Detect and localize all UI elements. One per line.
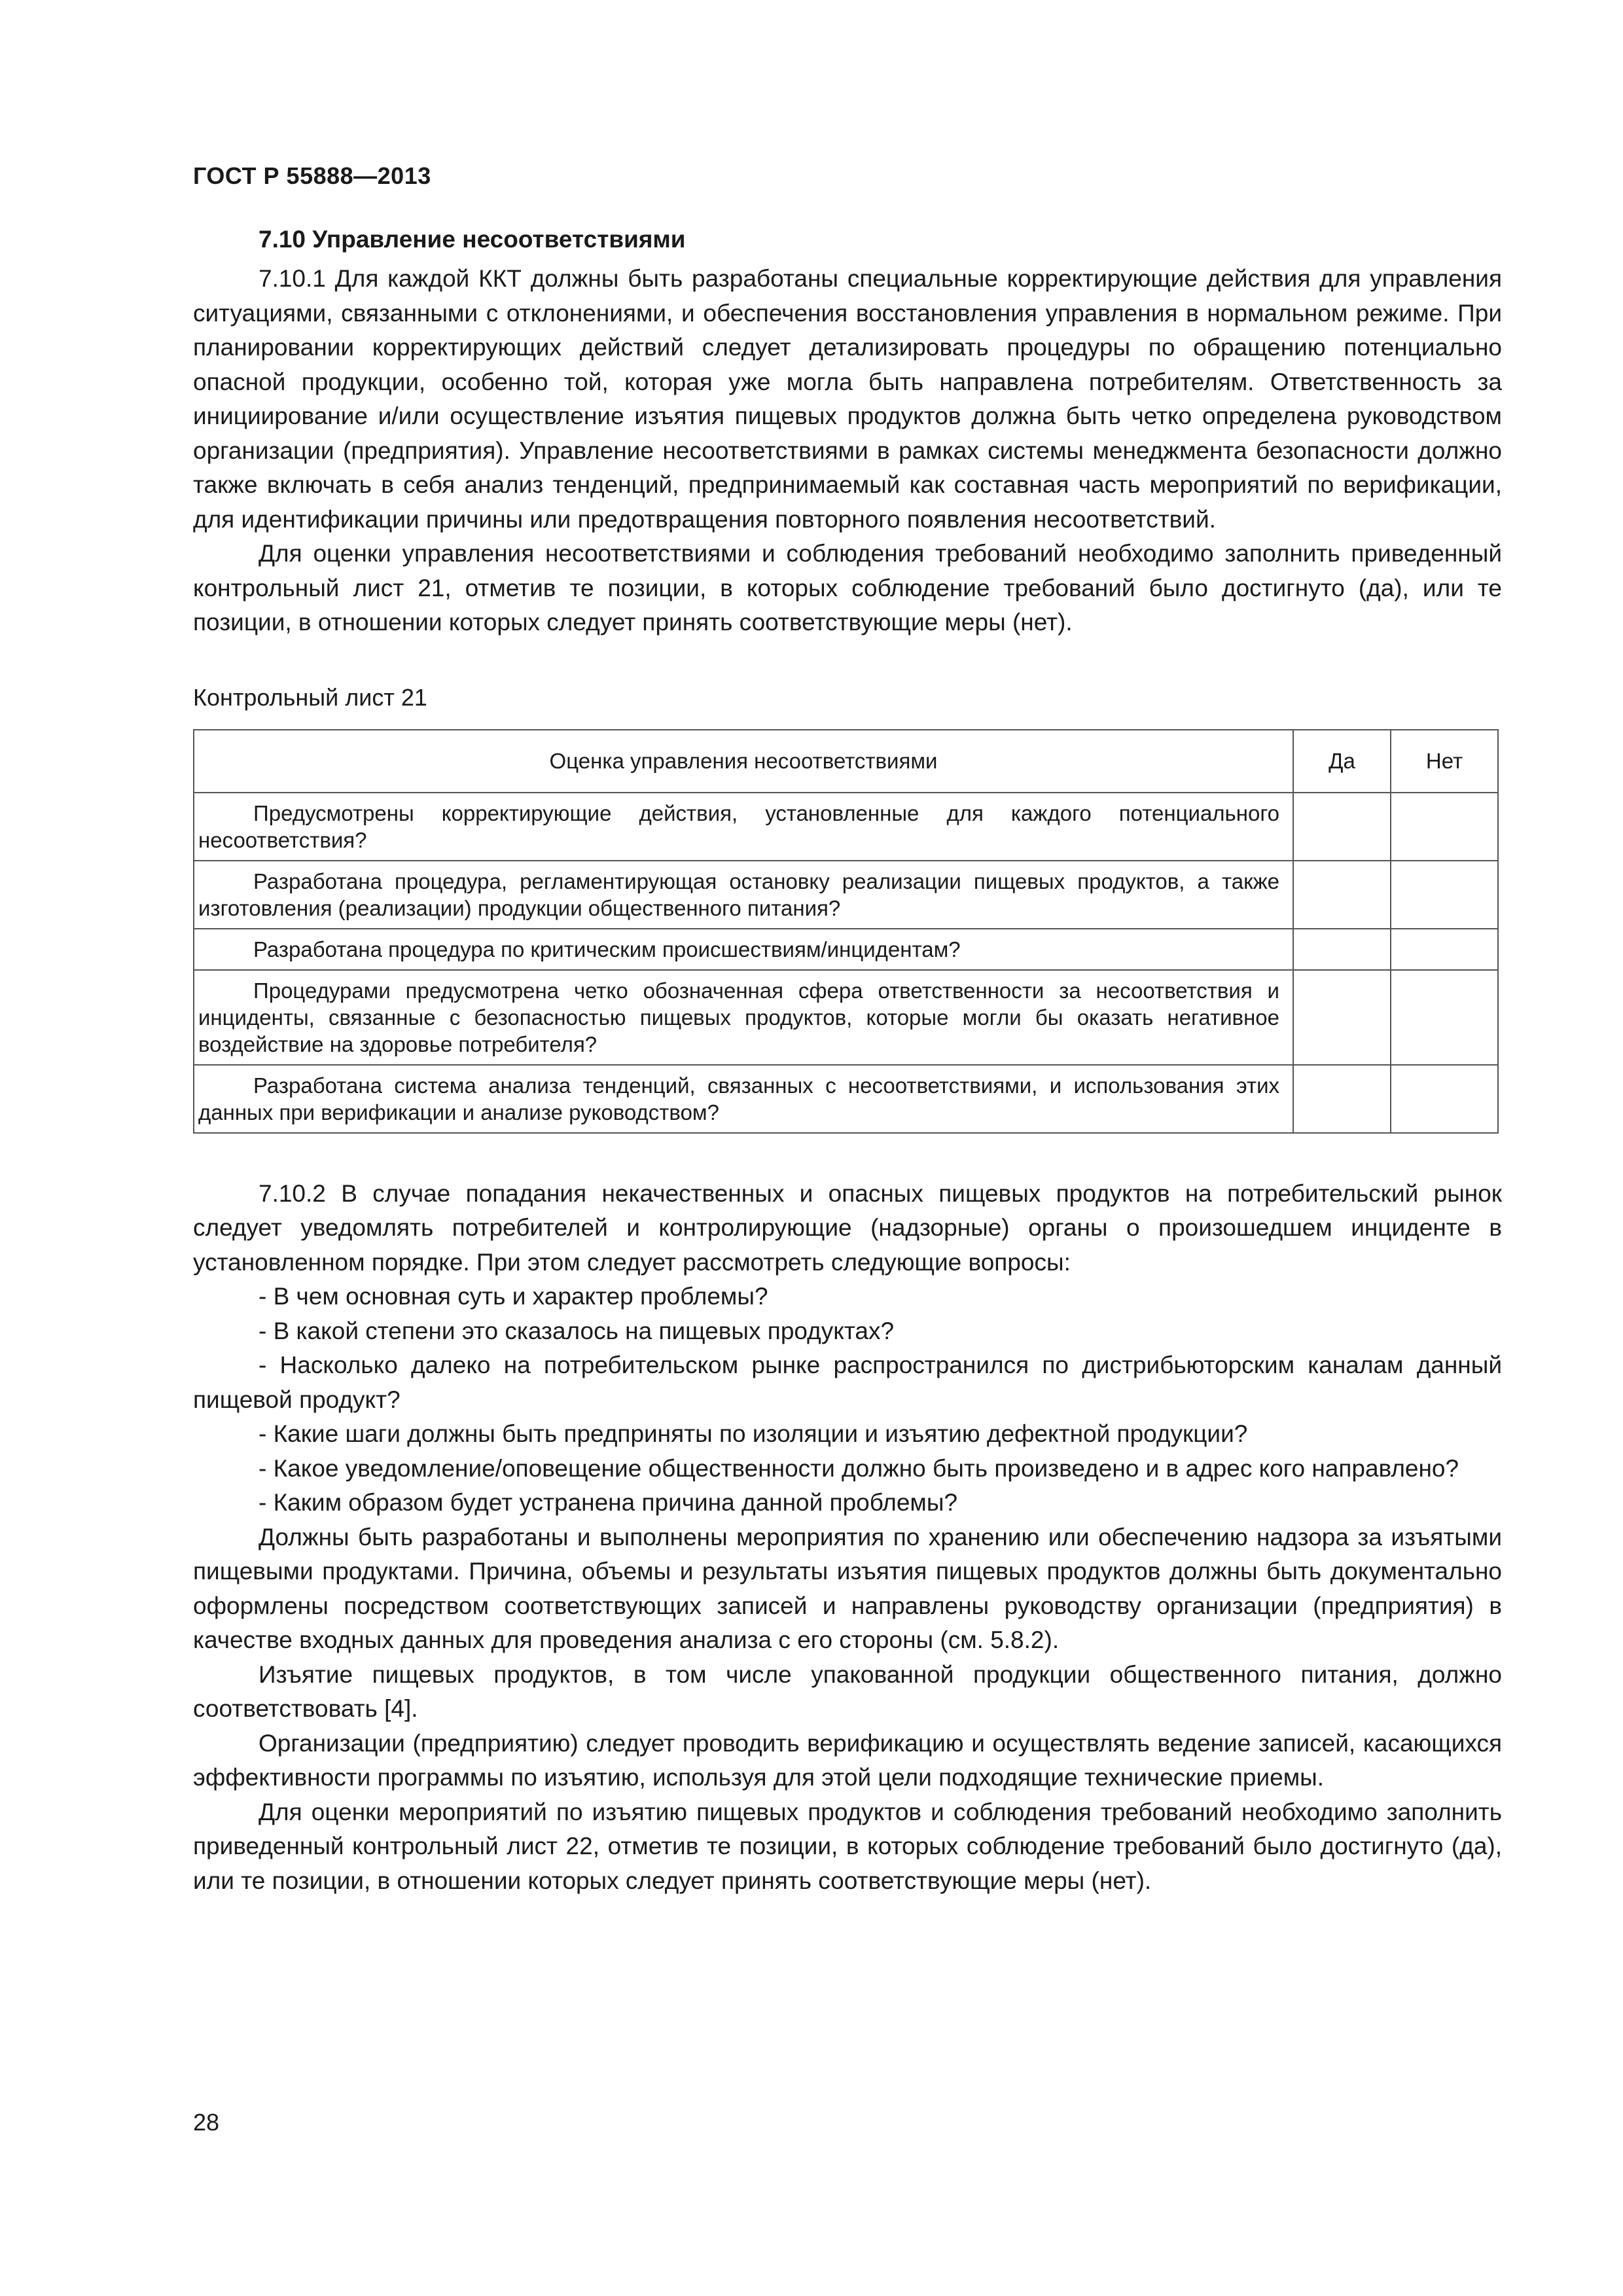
paragraph-verification: Организации (предприятию) следует проводить верификацию и осуществлять ведение записей, касающихся эффективности программы по изъятию, используя для этой цели подходящие технические приемы. (193, 1729, 1502, 1791)
checklist-header-question: Оценка управления несоответствиями (194, 730, 1293, 793)
checklist-header-row (194, 730, 1498, 793)
checklist-question: Разработана процедура по критическим происшествиям/инцидентам? (194, 929, 1293, 970)
question-item: - Какое уведомление/оповещение общественности должно быть произведено и в адрес кого направлено? (259, 1454, 1459, 1482)
checklist-question: Разработана система анализа тенденций, связанных с несоответствиями, и использования этих данных при верификации и анализе руководством? (194, 1065, 1293, 1133)
checklist-row (194, 1065, 1498, 1133)
checklist-no-cell[interactable] (1391, 793, 1498, 861)
question-item: - Насколько далеко на потребительском рынке распространился по дистрибьюторским каналам данный пищевой продукт? (193, 1352, 1502, 1413)
checklist-question: Разработана процедура, регламентирующая остановку реализации пищевых продуктов, а также изготовления (реализации) продукции общественного питания? (194, 861, 1293, 929)
checklist-row (194, 970, 1498, 1065)
checklist-row (194, 793, 1498, 861)
question-item: - В чем основная суть и характер проблемы? (259, 1283, 768, 1310)
checklist-no-cell[interactable] (1391, 1065, 1498, 1133)
checklist-no-cell[interactable] (1391, 970, 1498, 1065)
checklist-yes-cell[interactable] (1293, 1065, 1391, 1133)
checklist-table (193, 729, 1499, 1134)
standard-code: ГОСТ Р 55888—2013 (193, 162, 431, 189)
paragraph-checklist-22-intro: Для оценки мероприятий по изъятию пищевых продуктов и соблюдения требований необходимо заполнить приведенный контрольный лист 22, отметив те позиции, в которых соблюдение требований было достигнуто (да), или те позиции, в отношении которых следует принять соответствующие меры (нет). (193, 1798, 1502, 1894)
document-body (193, 223, 1502, 1898)
checklist-caption: Контрольный лист 21 (193, 683, 427, 711)
checklist-header-no: Нет (1391, 730, 1498, 793)
checklist-yes-cell[interactable] (1293, 861, 1391, 929)
checklist-no-cell[interactable] (1391, 861, 1498, 929)
checklist-row (194, 929, 1498, 970)
checklist-header-yes: Да (1293, 730, 1391, 793)
checklist-no-cell[interactable] (1391, 929, 1498, 970)
question-item: - В какой степени это сказалось на пищевых продуктах? (259, 1317, 895, 1344)
checklist-yes-cell[interactable] (1293, 970, 1391, 1065)
checklist-question: Предусмотрены корректирующие действия, установленные для каждого потенциального несоответствия? (194, 793, 1293, 861)
page-number: 28 (193, 2109, 220, 2136)
paragraph-checklist-intro: Для оценки управления несоответствиями и соблюдения требований необходимо заполнить приведенный контрольный лист 21, отметив те позиции, в которых соблюдение требований было достигнуто (да), или те позиции, в отношении которых следует принять соответствующие меры (нет). (193, 540, 1502, 636)
checklist-row (194, 861, 1498, 929)
paragraph-7-10-1: 7.10.1 Для каждой ККТ должны быть разработаны специальные корректирующие действия для управления ситуациями, связанными с отклонениями, и обеспечения восстановления управления в нормальном режиме. При планировании корректирующих действий следует детализировать процедуры по обращению потенциально опасной продукции, особенно той, которая уже могла быть направлена потребителям. Ответственность за инициирование и/или осуществление изъятия пищевых продуктов должна быть четко определена руководством организации (предприятия). Управление несоответствиями в рамках системы менеджмента безопасности должно также включать в себя анализ тенденций, предпринимаемый как составная часть мероприятий по верификации, для идентификации причины или предотвращения повторного появления несоответствий. (193, 265, 1502, 533)
paragraph-7-10-2: 7.10.2 В случае попадания некачественных и опасных пищевых продуктов на потребительский рынок следует уведомлять потребителей и контролирующие (надзорные) органы о произошедшем инциденте в установленном порядке. При этом следует рассмотреть следующие вопросы: (193, 1179, 1502, 1276)
checklist-yes-cell[interactable] (1293, 929, 1391, 970)
checklist-question: Процедурами предусмотрена четко обозначенная сфера ответственности за несоответствия и инциденты, связанные с безопасностью пищевых продуктов, которые могли бы оказать негативное воздействие на здоровье потребителя? (194, 970, 1293, 1065)
question-item: - Какие шаги должны быть предприняты по изоляции и изъятию дефектной продукции? (259, 1420, 1248, 1447)
paragraph-recall-measures: Должны быть разработаны и выполнены мероприятия по хранению или обеспечению надзора за изъятыми пищевыми продуктами. Причина, объемы и результаты изъятия пищевых продуктов должны быть документально оформлены посредством соответствующих записей и направлены руководству организации (предприятия) в качестве входных данных для проведения анализа с его стороны (см. 5.8.2). (193, 1523, 1502, 1653)
question-item: - Каким образом будет устранена причина данной проблемы? (259, 1489, 958, 1516)
checklist-yes-cell[interactable] (1293, 793, 1391, 861)
section-heading: 7.10 Управление несоответствиями (259, 226, 686, 253)
paragraph-recall-compliance: Изъятие пищевых продуктов, в том числе упакованной продукции общественного питания, должно соответствовать [4]. (193, 1660, 1502, 1722)
